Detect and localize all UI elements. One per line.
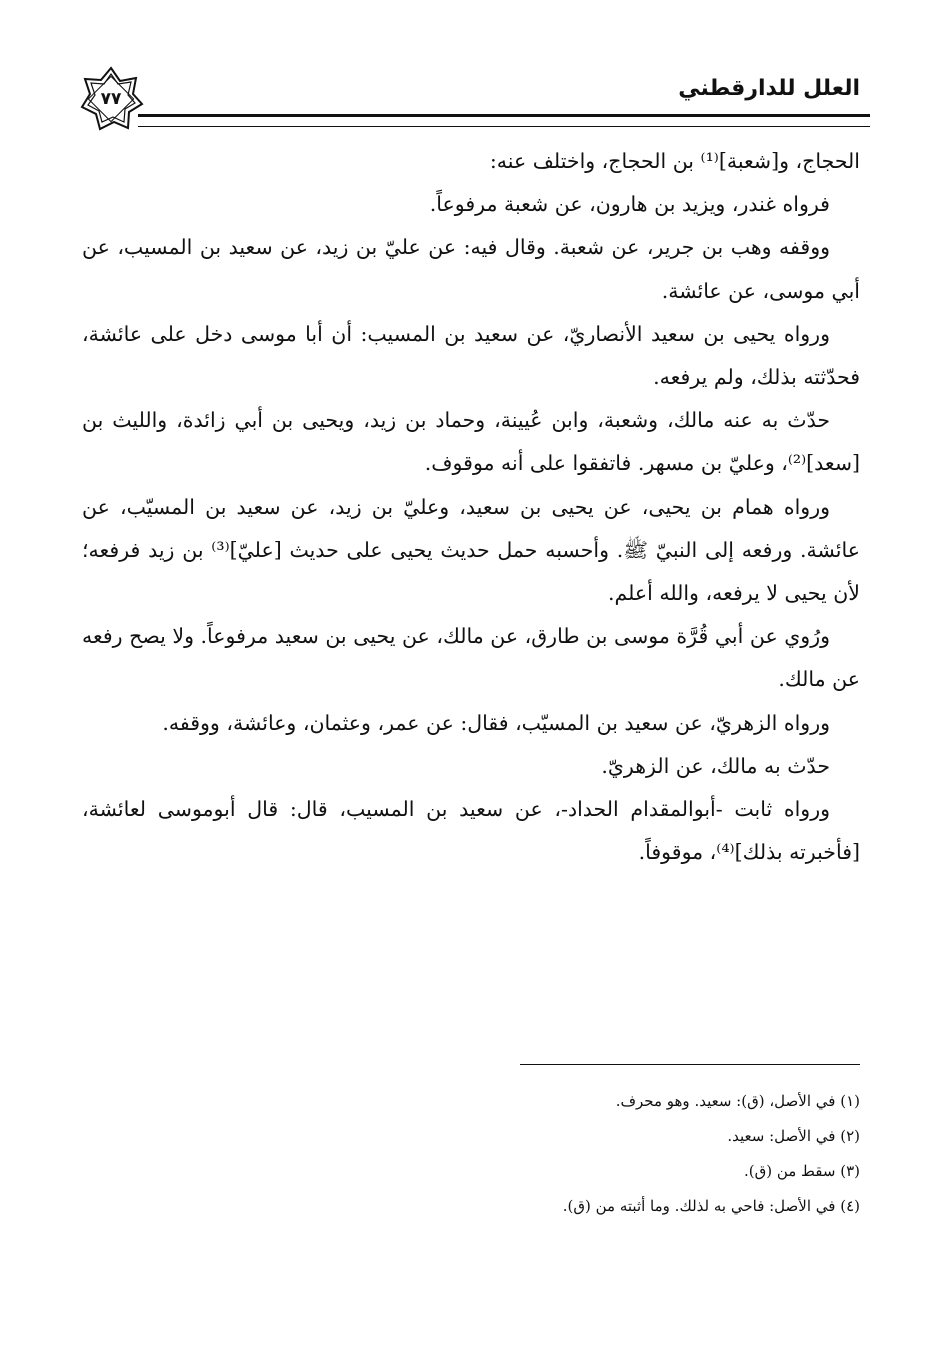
paragraph: ورواه الزهريّ، عن سعيد بن المسيّب، فقال: عن عمر، وعثمان، وعائشة، ووقفه. (162, 710, 830, 735)
paragraph: فرواه غندر، ويزيد بن هارون، عن شعبة مرفوعاً. (429, 192, 830, 217)
footnote-divider (520, 1064, 860, 1065)
footnote: (٣) سقط من (ق). (743, 1162, 860, 1180)
paragraph: حدّث به مالك، عن الزهريّ. (601, 753, 830, 778)
footnote: (٢) في الأصل: سعيد. (727, 1127, 860, 1145)
paragraph: ورواه يحيى بن سعيد الأنصاريّ، عن سعيد بن المسيب: أن أبا موسى دخل على عائشة، فحدّثته بذلك، ولم يرفعه. (82, 321, 860, 390)
paragraph: ووقفه وهب بن جرير، عن شعبة. وقال فيه: عن عليّ بن زيد، عن سعيد بن المسيب، عن أبي موسى، عن عائشة. (82, 235, 860, 303)
footnote: (١) في الأصل، (ق): سعيد. وهو محرف. (615, 1092, 860, 1110)
paragraph: ورُوي عن أبي قُرَّة موسى بن طارق، عن مالك، عن يحيى بن سعيد مرفوعاً. ولا يصح رفعه عن مالك. (82, 624, 860, 692)
header-double-rule (138, 114, 870, 127)
page-header (70, 62, 870, 132)
paragraph: الحجاج، و[شعبة]⁽¹⁾ بن الحجاج، واختلف عنه: (489, 149, 860, 173)
page-number: ٧٧ (100, 89, 122, 109)
main-text (82, 140, 860, 874)
footnote: (٤) في الأصل: فاحي به لذلك. وما أثبته من (ق). (562, 1197, 860, 1215)
book-title: العلل للدارقطني (678, 76, 860, 101)
footnotes (420, 1084, 860, 1224)
paragraph: ورواه همام بن يحيى، عن يحيى بن سعيد، وعليّ بن زيد، عن سعيد بن المسيّب، عن عائشة. ورفعه إلى النبيّ ﷺ. وأحسبه حمل حديث يحيى على حديث [عليّ]⁽³⁾ بن زيد فرفعه؛ لأن يحيى لا يرفعه، والله أعلم. (82, 494, 860, 606)
paragraph: ورواه ثابت -أبوالمقدام الحداد-، عن سعيد بن المسيب، قال: قال أبوموسى لعائشة، [فأخبرته بذلك]⁽⁴⁾، موقوفاً. (82, 797, 860, 865)
paragraph: حدّث به عنه مالك، وشعبة، وابن عُيينة، وحماد بن زيد، ويحيى بن أبي زائدة، والليث بن [سعد]⁽²⁾، وعليّ بن مسهر. فاتفقوا على أنه موقوف. (82, 408, 860, 476)
page-number-badge (78, 66, 144, 132)
